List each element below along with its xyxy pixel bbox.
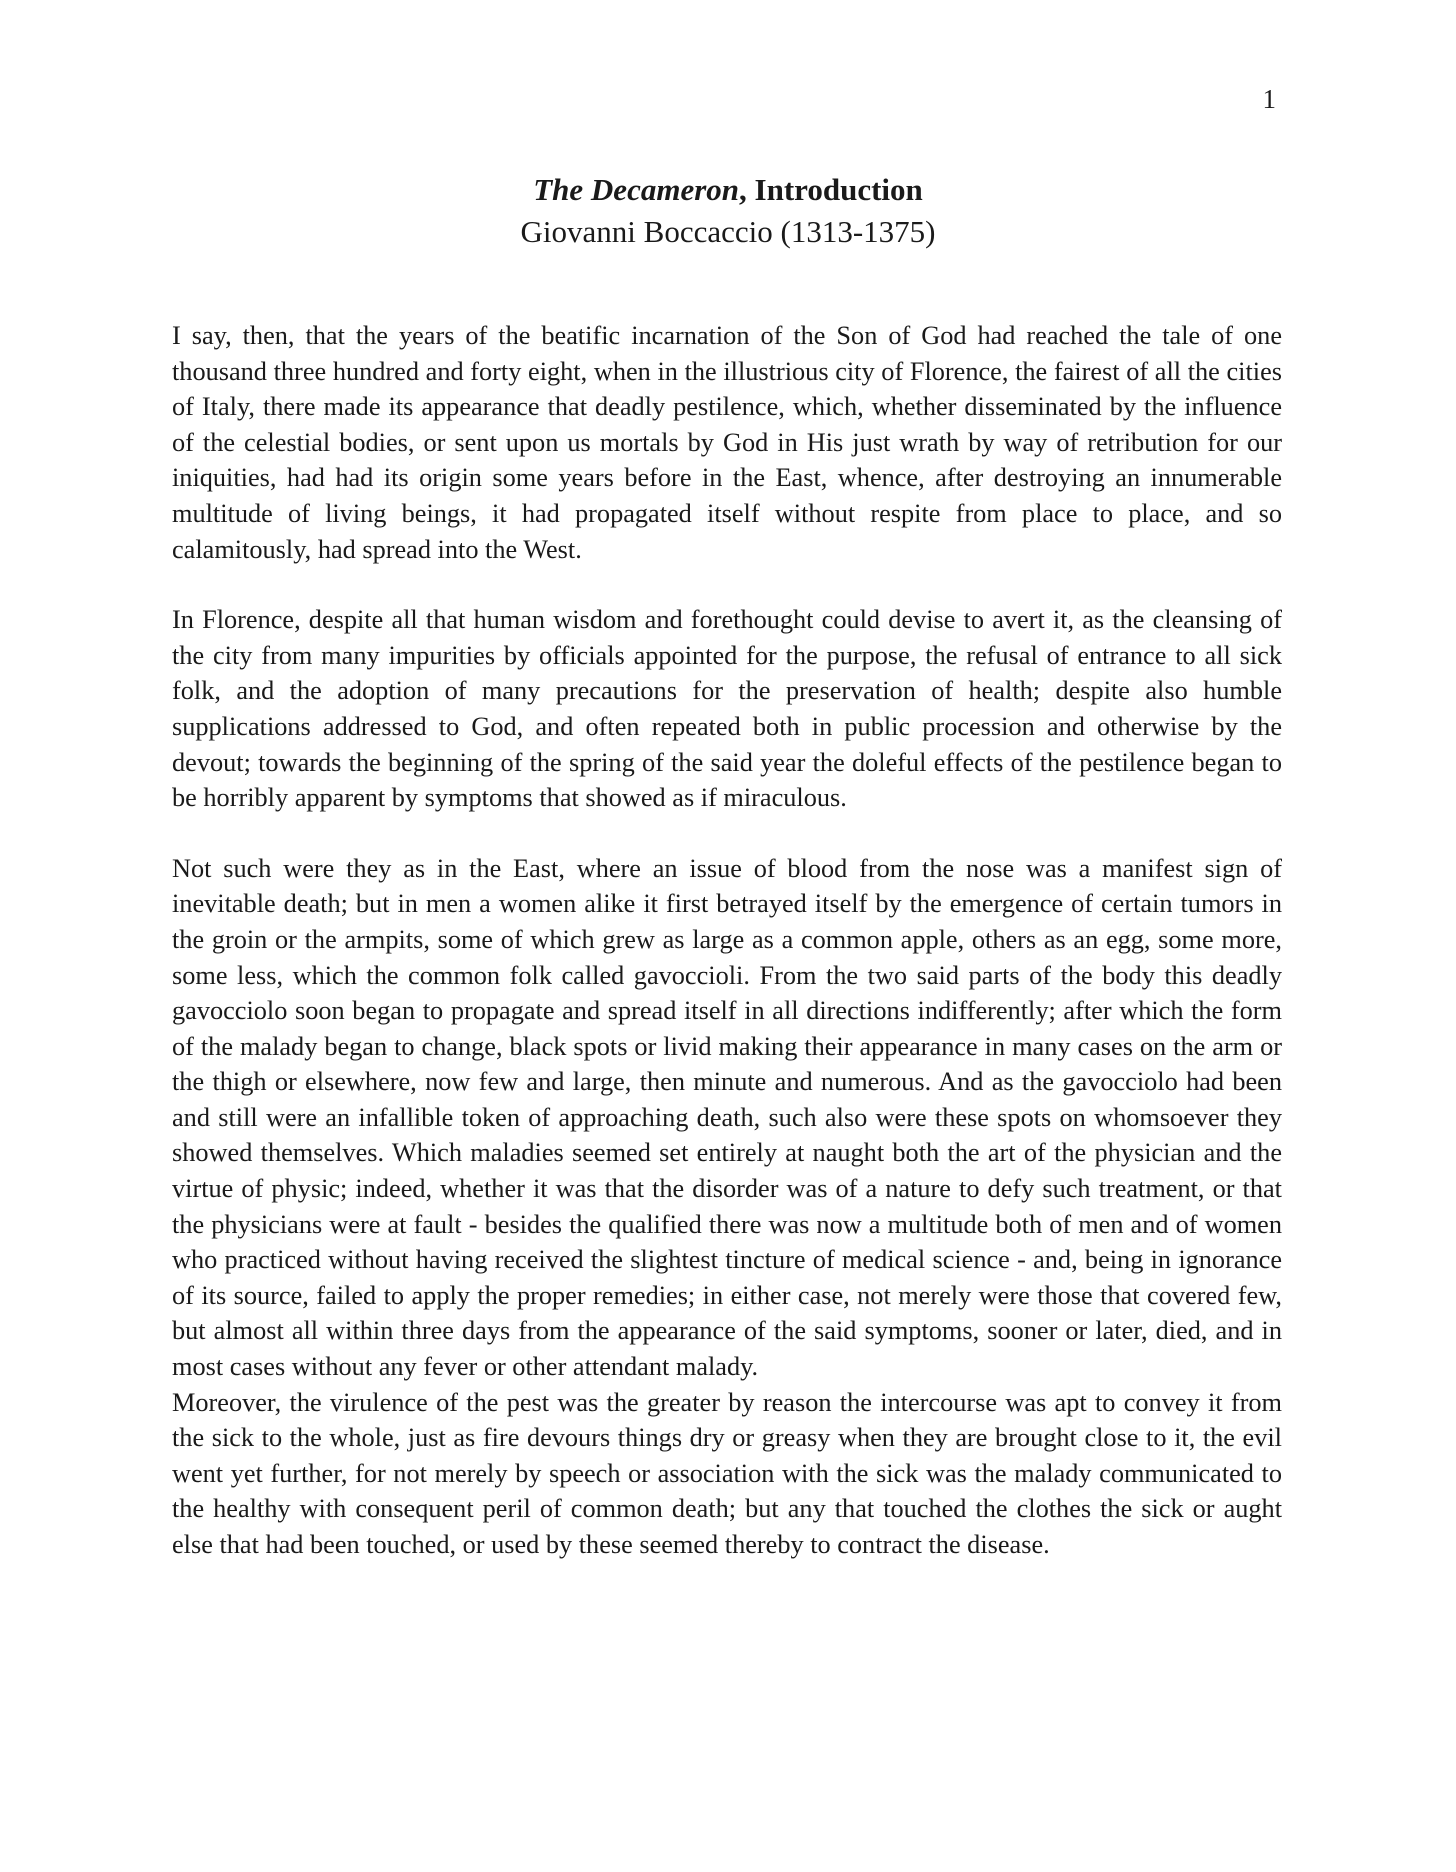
page-number: 1 <box>1262 84 1276 114</box>
work-title: The Decameron <box>533 172 740 207</box>
author-line: Giovanni Boccaccio (1313-1375) <box>520 214 936 249</box>
paragraph-3: Not such were they as in the East, where an issue of blood from the nose was a manifest sign of inevitable death; but in men a women alike it first betrayed itself by the emergence of certain tumors in the groin or the armpits, some of which grew as large as a common apple, others as an egg, some more, some less, which the common folk called gavoccioli. From the two said parts of the body this deadly gavocciolo soon began to propagate and spread itself in all directions indifferently; after which the form of the malady began to change, black spots or livid making their appearance in many cases on the arm or the thigh or elsewhere, now few and large, then minute and numerous. And as the gavocciolo had been and still were an infallible token of approaching death, such also were these spots on whomsoever they showed themselves. Which maladies seemed set entirely at naught both the art of the physician and the virtue of physic; indeed, whether it was that the disorder was of a nature to defy such treatment, or that the physicians were at fault - besides the qualified there was now a multitude both of men and of women who practiced without having received the slightest tincture of medical science - and, being in ignorance of its source, failed to apply the proper remedies; in either case, not merely were those that covered few, but almost all within three days from the appearance of the said symptoms, sooner or later, died, and in most cases without any fever or other attendant malady. <box>172 853 1282 1382</box>
title-suffix: , Introduction <box>739 172 923 207</box>
document-header <box>0 170 1456 252</box>
document-title <box>0 170 1456 210</box>
body-text <box>172 318 1282 1563</box>
paragraph-1: I say, then, that the years of the beatific incarnation of the Son of God had reached the tale of one thousand three hundred and forty eight, when in the illustrious city of Florence, the fairest of all the cities of Italy, there made its appearance that deadly pestilence, which, whether disseminated by the influence of the celestial bodies, or sent upon us mortals by God in His just wrath by way of retribution for our iniquities, had had its origin some years before in the East, whence, after destroying an innumerable multitude of living beings, it had propagated itself without respite from place to place, and so calamitously, had spread into the West. <box>172 321 1282 564</box>
paragraph-2: In Florence, despite all that human wisdom and forethought could devise to avert it, as the cleansing of the city from many impurities by officials appointed for the purpose, the refusal of entrance to all sick folk, and the adoption of many precautions for the preservation of health; despite also humble supplications addressed to God, and often repeated both in public procession and otherwise by the devout; towards the beginning of the spring of the said year the doleful effects of the pestilence began to be horribly apparent by symptoms that showed as if miraculous. <box>172 605 1282 813</box>
paragraph-4: Moreover, the virulence of the pest was the greater by reason the intercourse was apt to convey it from the sick to the whole, just as fire devours things dry or greasy when they are brought close to it, the evil went yet further, for not merely by speech or association with the sick was the malady communicated to the healthy with consequent peril of common death; but any that touched the clothes the sick or aught else that had been touched, or used by these seemed thereby to contract the disease. <box>172 1387 1282 1559</box>
